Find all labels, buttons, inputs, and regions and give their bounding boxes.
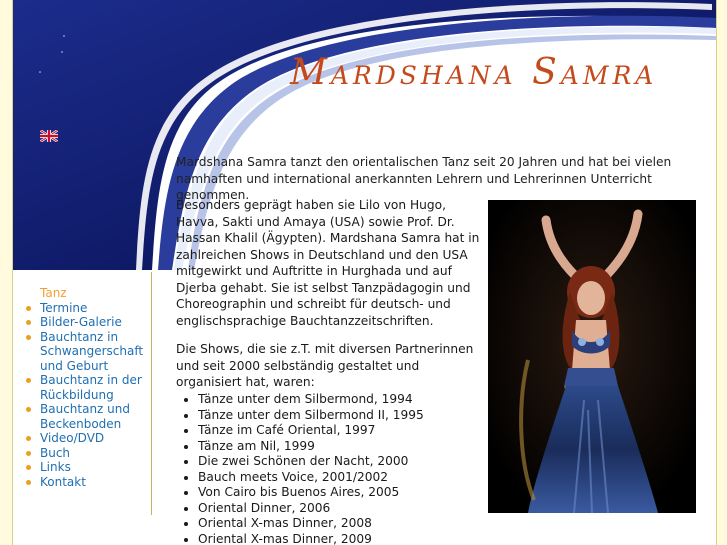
bio-paragraph: Besonders geprägt haben sie Lilo von Hugo, Havva, Sakti und Amaya (USA) sowie Prof. Dr. Hassan Khalil (Ägypten). Mardshana Samra hat in zahlreichen Shows in Deutschland und den USA mitgewirkt und Auftritte in Hurghada und auf Djerba gehabt. Sie ist selbst Tanzpädagogin und Choreographin und schreibt für deutsch- und englischsprachige Bauchtanzzeitschriften. <box>176 198 480 328</box>
right-border <box>716 0 727 545</box>
nav-item-bilder-galerie[interactable] <box>22 315 152 330</box>
nav-item-video[interactable] <box>22 431 152 446</box>
nav-link[interactable]: Bilder-Galerie <box>40 315 122 329</box>
dancer-photo <box>488 200 696 513</box>
list-item: • Oriental Dinner, 2006 <box>198 501 498 517</box>
shows-intro: Die Shows, die sie z.T. mit diversen Partnerinnen und seit 2000 selbständig gestaltet und organisiert hat, waren: <box>176 342 474 389</box>
list-item: • Die zwei Schönen der Nacht, 2000 <box>198 454 498 470</box>
list-item: • Tänze am Nil, 1999 <box>198 439 498 455</box>
nav-item-schwangerschaft[interactable] <box>22 330 152 374</box>
uk-flag-icon[interactable] <box>40 130 58 142</box>
list-item: • Tänze im Café Oriental, 1997 <box>198 423 498 439</box>
nav-link[interactable]: Buch <box>40 445 71 460</box>
nav-link[interactable]: Bauchtanz in Schwangerschaft und Geburt <box>40 329 144 373</box>
list-item: • Oriental X-mas Dinner, 2008 <box>198 516 498 532</box>
intro-paragraph: Mardshana Samra tanzt den orientalischen Tanz seit 20 Jahren und hat bei vielen namhaften und international anerkannten Lehrern und Lehrerinnen Unterricht genommen. <box>176 155 672 202</box>
sidebar-fade <box>12 150 182 280</box>
list-item: • Bauch meets Voice, 2001/2002 <box>198 470 498 486</box>
shows-list <box>176 392 498 545</box>
dancer-image <box>488 200 696 513</box>
nav-link[interactable]: Termine <box>40 300 88 315</box>
nav-item-tanz[interactable] <box>22 286 152 301</box>
bio-column <box>176 197 482 403</box>
nav-item-buch[interactable] <box>22 446 152 461</box>
list-item: • Oriental X-mas Dinner, 2009 <box>198 532 498 545</box>
nav-link[interactable]: Tanz <box>40 286 67 300</box>
list-item: • Tänze unter dem Silbermond, 1994 <box>198 392 498 408</box>
nav-link[interactable]: Bauchtanz in der Rückbildung <box>40 373 142 402</box>
list-item: • Tänze unter dem Silbermond II, 1995 <box>198 408 498 424</box>
main-nav <box>22 286 152 489</box>
nav-link[interactable]: Video/DVD <box>40 431 105 445</box>
nav-item-rueckbildung[interactable] <box>22 373 152 402</box>
nav-item-beckenboden[interactable] <box>22 402 152 431</box>
nav-link[interactable]: Links <box>40 460 71 474</box>
list-item: • Von Cairo bis Buenos Aires, 2005 <box>198 485 498 501</box>
nav-item-termine[interactable] <box>22 301 152 316</box>
left-border <box>0 0 13 545</box>
site-title: Mardshana Samra <box>290 52 658 93</box>
nav-link[interactable]: Bauchtanz und Beckenboden <box>40 402 130 431</box>
nav-item-links[interactable] <box>22 460 152 475</box>
nav-link[interactable]: Kontakt <box>40 474 86 489</box>
nav-item-kontakt[interactable] <box>22 475 152 490</box>
